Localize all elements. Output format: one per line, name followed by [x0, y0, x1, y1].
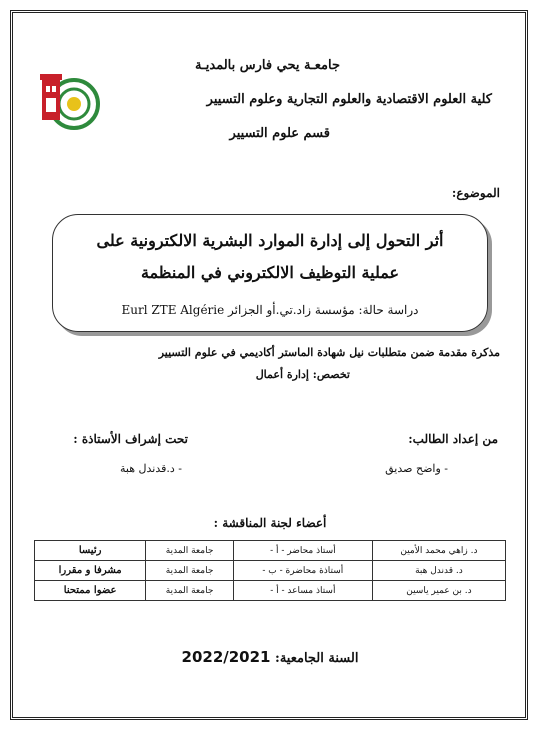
- member-rank: أستاذ محاضر - أ -: [233, 541, 372, 561]
- academic-year-value: 2022/2021: [181, 648, 271, 666]
- title-box: [52, 214, 488, 332]
- member-name: د. قدندل هبة: [372, 561, 505, 581]
- member-role: رئيسا: [35, 541, 146, 561]
- member-institution: جامعة المدية: [146, 561, 234, 581]
- thesis-title-line1: أثر التحول إلى إدارة الموارد البشرية الالكترونية على: [96, 231, 444, 250]
- member-institution: جامعة المدية: [146, 581, 234, 601]
- table-row: [35, 541, 506, 561]
- member-name: د. بن عمير ياسين: [372, 581, 505, 601]
- university-logo: [36, 66, 102, 132]
- prepared-by-label: من إعداد الطالب:: [408, 432, 498, 446]
- academic-year-label: السنة الجامعية:: [275, 651, 359, 666]
- member-institution: جامعة المدية: [146, 541, 234, 561]
- table-row: [35, 561, 506, 581]
- member-rank: أستاذ مساعد - أ -: [233, 581, 372, 601]
- table-row: [35, 581, 506, 601]
- subject-label: الموضوع:: [451, 186, 500, 200]
- member-role: مشرفا و مقررا: [35, 561, 146, 581]
- committee-title: أعضاء لجنة المناقشة :: [213, 516, 327, 530]
- memo-description: مذكرة مقدمة ضمن متطلبات نيل شهادة الماستر أكاديمي في علوم التسيير: [158, 346, 500, 359]
- supervisor-label: تحت إشراف الأستاذة :: [73, 432, 188, 446]
- department-name: قسم علوم التسيير: [229, 126, 330, 141]
- thesis-title-line2: عملية التوظيف الالكتروني في المنظمة: [140, 263, 400, 282]
- member-name: د. زاهي محمد الأمين: [372, 541, 505, 561]
- faculty-name: كلية العلوم الاقتصادية والعلوم التجارية وعلوم التسيير: [206, 92, 492, 107]
- member-role: عضوا ممتحنا: [35, 581, 146, 601]
- university-name: جامعـة يحي فارس بالمديـة: [194, 58, 340, 73]
- specialization: تخصص: إدارة أعمال: [255, 368, 350, 381]
- student-name: - واضح صديق: [385, 462, 448, 475]
- committee-table: [34, 540, 506, 601]
- member-rank: أستاذة محاضرة - ب -: [233, 561, 372, 581]
- case-study: دراسة حالة: مؤسسة زاد.تي.أو الجزائر Eurl ZTE Algérie: [121, 303, 419, 317]
- supervisor-name: - د.قدندل هبة: [120, 462, 182, 475]
- academic-year: [0, 648, 540, 666]
